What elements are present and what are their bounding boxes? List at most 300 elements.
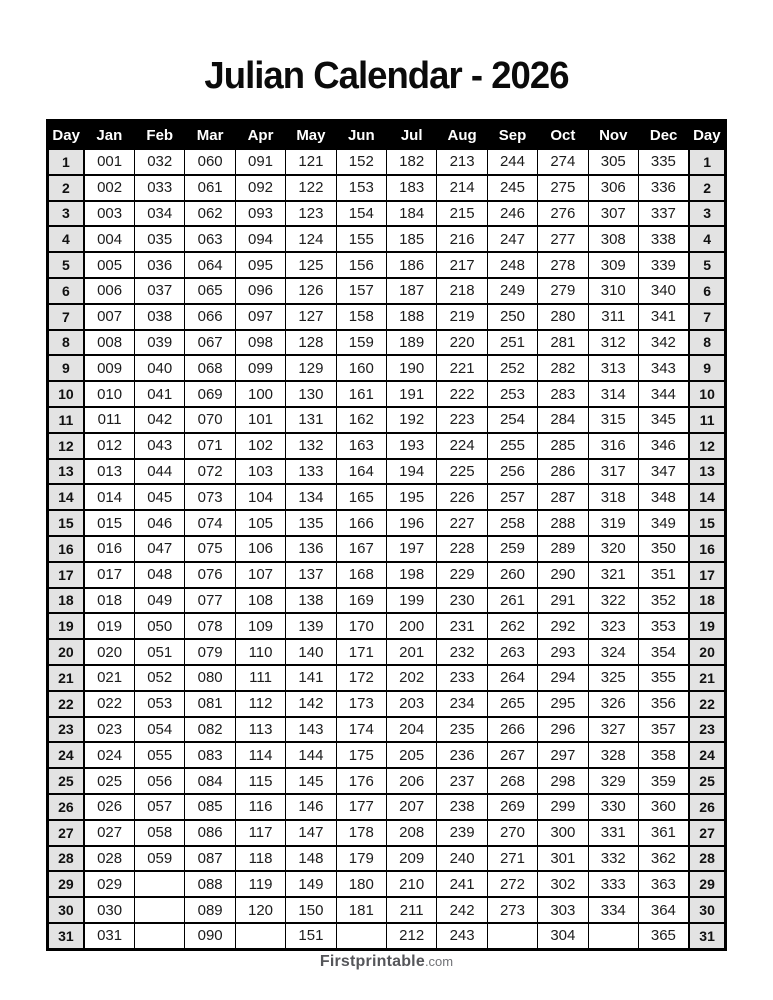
julian-day-cell: 035: [135, 226, 185, 252]
julian-day-cell: 325: [588, 665, 638, 691]
julian-day-cell: 184: [387, 201, 437, 227]
month-column-header: Oct: [538, 121, 588, 150]
julian-day-cell: 018: [84, 588, 134, 614]
julian-day-cell: 026: [84, 794, 134, 820]
julian-day-cell: 219: [437, 304, 487, 330]
table-row: [47, 742, 726, 768]
julian-day-cell: 354: [638, 639, 688, 665]
day-number-cell: 29: [47, 871, 84, 897]
julian-day-cell: 187: [387, 278, 437, 304]
julian-day-cell: 362: [638, 846, 688, 872]
month-column-header: Jun: [336, 121, 386, 150]
julian-day-cell: 088: [185, 871, 235, 897]
julian-day-cell: 068: [185, 355, 235, 381]
julian-day-cell: 160: [336, 355, 386, 381]
julian-day-cell: 089: [185, 897, 235, 923]
julian-day-cell: 050: [135, 613, 185, 639]
julian-day-cell: 075: [185, 536, 235, 562]
julian-day-cell: 322: [588, 588, 638, 614]
julian-day-cell: 030: [84, 897, 134, 923]
day-number-cell: 19: [689, 613, 726, 639]
julian-day-cell: 268: [487, 768, 537, 794]
day-number-cell: 20: [689, 639, 726, 665]
julian-day-cell: 007: [84, 304, 134, 330]
julian-day-cell: 338: [638, 226, 688, 252]
julian-day-cell: 307: [588, 201, 638, 227]
day-number-cell: 2: [47, 175, 84, 201]
day-number-cell: 12: [689, 433, 726, 459]
day-number-cell: 19: [47, 613, 84, 639]
julian-day-cell: 008: [84, 330, 134, 356]
julian-day-cell: 247: [487, 226, 537, 252]
julian-day-cell: 077: [185, 588, 235, 614]
julian-day-cell: 155: [336, 226, 386, 252]
day-number-cell: 13: [689, 459, 726, 485]
julian-day-cell: 182: [387, 149, 437, 175]
julian-day-cell: 353: [638, 613, 688, 639]
julian-day-cell: 108: [235, 588, 285, 614]
day-number-cell: 25: [47, 768, 84, 794]
julian-day-cell: 299: [538, 794, 588, 820]
empty-cell: [235, 923, 285, 949]
day-column-header: Day: [47, 121, 84, 150]
julian-day-cell: 279: [538, 278, 588, 304]
julian-day-cell: 180: [336, 871, 386, 897]
julian-day-cell: 023: [84, 717, 134, 743]
julian-day-cell: 103: [235, 459, 285, 485]
julian-day-cell: 120: [235, 897, 285, 923]
julian-day-cell: 053: [135, 691, 185, 717]
month-column-header: Feb: [135, 121, 185, 150]
julian-day-cell: 333: [588, 871, 638, 897]
julian-day-cell: 242: [437, 897, 487, 923]
julian-day-cell: 318: [588, 484, 638, 510]
julian-day-cell: 324: [588, 639, 638, 665]
month-column-header: Jan: [84, 121, 134, 150]
julian-day-cell: 185: [387, 226, 437, 252]
julian-day-cell: 127: [286, 304, 336, 330]
julian-day-cell: 087: [185, 846, 235, 872]
day-number-cell: 28: [689, 846, 726, 872]
julian-day-cell: 232: [437, 639, 487, 665]
julian-day-cell: 076: [185, 562, 235, 588]
table-row: [47, 407, 726, 433]
day-number-cell: 5: [689, 252, 726, 278]
julian-day-cell: 327: [588, 717, 638, 743]
day-number-cell: 22: [689, 691, 726, 717]
day-number-cell: 18: [689, 588, 726, 614]
julian-day-cell: 343: [638, 355, 688, 381]
julian-day-cell: 240: [437, 846, 487, 872]
footer: [0, 953, 773, 971]
day-number-cell: 1: [689, 149, 726, 175]
day-number-cell: 10: [47, 381, 84, 407]
day-number-cell: 2: [689, 175, 726, 201]
table-row: [47, 278, 726, 304]
julian-day-cell: 329: [588, 768, 638, 794]
julian-day-cell: 020: [84, 639, 134, 665]
day-number-cell: 3: [47, 201, 84, 227]
julian-day-cell: 157: [336, 278, 386, 304]
julian-day-cell: 115: [235, 768, 285, 794]
julian-day-cell: 236: [437, 742, 487, 768]
julian-day-cell: 074: [185, 510, 235, 536]
julian-day-cell: 263: [487, 639, 537, 665]
julian-day-cell: 355: [638, 665, 688, 691]
julian-day-cell: 198: [387, 562, 437, 588]
julian-day-cell: 315: [588, 407, 638, 433]
header-row: [47, 121, 726, 150]
julian-day-cell: 297: [538, 742, 588, 768]
day-number-cell: 26: [47, 794, 84, 820]
julian-day-cell: 320: [588, 536, 638, 562]
julian-day-cell: 215: [437, 201, 487, 227]
julian-day-cell: 004: [84, 226, 134, 252]
julian-day-cell: 061: [185, 175, 235, 201]
julian-day-cell: 168: [336, 562, 386, 588]
julian-day-cell: 073: [185, 484, 235, 510]
julian-day-cell: 335: [638, 149, 688, 175]
footer-suffix-text: .com: [424, 954, 454, 969]
julian-day-cell: 239: [437, 820, 487, 846]
julian-day-cell: 207: [387, 794, 437, 820]
julian-day-cell: 047: [135, 536, 185, 562]
julian-day-cell: 080: [185, 665, 235, 691]
julian-day-cell: 199: [387, 588, 437, 614]
julian-day-cell: 308: [588, 226, 638, 252]
julian-day-cell: 262: [487, 613, 537, 639]
julian-day-cell: 278: [538, 252, 588, 278]
julian-day-cell: 255: [487, 433, 537, 459]
julian-day-cell: 125: [286, 252, 336, 278]
julian-calendar-table: [46, 119, 728, 951]
julian-day-cell: 072: [185, 459, 235, 485]
julian-day-cell: 095: [235, 252, 285, 278]
julian-day-cell: 336: [638, 175, 688, 201]
julian-day-cell: 028: [84, 846, 134, 872]
julian-day-cell: 144: [286, 742, 336, 768]
day-number-cell: 29: [689, 871, 726, 897]
julian-day-cell: 321: [588, 562, 638, 588]
julian-day-cell: 133: [286, 459, 336, 485]
table-row: [47, 175, 726, 201]
julian-day-cell: 158: [336, 304, 386, 330]
julian-day-cell: 130: [286, 381, 336, 407]
table-row: [47, 510, 726, 536]
julian-day-cell: 032: [135, 149, 185, 175]
julian-day-cell: 162: [336, 407, 386, 433]
julian-day-cell: 342: [638, 330, 688, 356]
julian-day-cell: 163: [336, 433, 386, 459]
julian-day-cell: 340: [638, 278, 688, 304]
julian-day-cell: 040: [135, 355, 185, 381]
julian-day-cell: 238: [437, 794, 487, 820]
julian-day-cell: 274: [538, 149, 588, 175]
day-number-cell: 27: [47, 820, 84, 846]
julian-day-cell: 014: [84, 484, 134, 510]
day-number-cell: 21: [47, 665, 84, 691]
day-number-cell: 14: [689, 484, 726, 510]
julian-day-cell: 140: [286, 639, 336, 665]
julian-day-cell: 059: [135, 846, 185, 872]
julian-day-cell: 169: [336, 588, 386, 614]
julian-day-cell: 066: [185, 304, 235, 330]
julian-day-cell: 319: [588, 510, 638, 536]
day-number-cell: 23: [47, 717, 84, 743]
julian-day-cell: 150: [286, 897, 336, 923]
julian-day-cell: 280: [538, 304, 588, 330]
julian-day-cell: 161: [336, 381, 386, 407]
empty-cell: [135, 923, 185, 949]
table-row: [47, 588, 726, 614]
page-title: Julian Calendar - 2026: [204, 55, 569, 97]
julian-day-cell: 128: [286, 330, 336, 356]
day-number-cell: 11: [47, 407, 84, 433]
julian-day-cell: 156: [336, 252, 386, 278]
day-number-cell: 22: [47, 691, 84, 717]
julian-day-cell: 201: [387, 639, 437, 665]
month-column-header: May: [286, 121, 336, 150]
table-body: [47, 149, 726, 949]
julian-day-cell: 356: [638, 691, 688, 717]
julian-day-cell: 152: [336, 149, 386, 175]
julian-day-cell: 104: [235, 484, 285, 510]
julian-day-cell: 285: [538, 433, 588, 459]
julian-day-cell: 302: [538, 871, 588, 897]
julian-day-cell: 110: [235, 639, 285, 665]
julian-day-cell: 159: [336, 330, 386, 356]
julian-day-cell: 002: [84, 175, 134, 201]
julian-day-cell: 107: [235, 562, 285, 588]
julian-day-cell: 290: [538, 562, 588, 588]
julian-day-cell: 303: [538, 897, 588, 923]
day-number-cell: 27: [689, 820, 726, 846]
julian-day-cell: 243: [437, 923, 487, 949]
julian-day-cell: 286: [538, 459, 588, 485]
julian-day-cell: 350: [638, 536, 688, 562]
julian-day-cell: 012: [84, 433, 134, 459]
julian-day-cell: 249: [487, 278, 537, 304]
julian-day-cell: 282: [538, 355, 588, 381]
julian-day-cell: 097: [235, 304, 285, 330]
julian-day-cell: 044: [135, 459, 185, 485]
julian-day-cell: 060: [185, 149, 235, 175]
julian-day-cell: 192: [387, 407, 437, 433]
empty-cell: [135, 897, 185, 923]
julian-day-cell: 316: [588, 433, 638, 459]
julian-day-cell: 027: [84, 820, 134, 846]
day-number-cell: 15: [689, 510, 726, 536]
julian-day-cell: 233: [437, 665, 487, 691]
julian-day-cell: 105: [235, 510, 285, 536]
day-column-header: Day: [689, 121, 726, 150]
julian-day-cell: 145: [286, 768, 336, 794]
julian-day-cell: 003: [84, 201, 134, 227]
julian-day-cell: 148: [286, 846, 336, 872]
day-number-cell: 10: [689, 381, 726, 407]
julian-day-cell: 337: [638, 201, 688, 227]
empty-cell: [135, 871, 185, 897]
day-number-cell: 9: [689, 355, 726, 381]
day-number-cell: 31: [47, 923, 84, 949]
julian-day-cell: 111: [235, 665, 285, 691]
julian-day-cell: 360: [638, 794, 688, 820]
month-column-header: Aug: [437, 121, 487, 150]
julian-day-cell: 009: [84, 355, 134, 381]
julian-day-cell: 228: [437, 536, 487, 562]
julian-day-cell: 177: [336, 794, 386, 820]
julian-day-cell: 256: [487, 459, 537, 485]
julian-day-cell: 083: [185, 742, 235, 768]
julian-day-cell: 173: [336, 691, 386, 717]
day-number-cell: 30: [689, 897, 726, 923]
julian-day-cell: 237: [437, 768, 487, 794]
julian-day-cell: 099: [235, 355, 285, 381]
julian-day-cell: 334: [588, 897, 638, 923]
day-number-cell: 23: [689, 717, 726, 743]
julian-day-cell: 349: [638, 510, 688, 536]
day-number-cell: 6: [689, 278, 726, 304]
table-row: [47, 691, 726, 717]
julian-day-cell: 017: [84, 562, 134, 588]
julian-day-cell: 235: [437, 717, 487, 743]
julian-day-cell: 175: [336, 742, 386, 768]
julian-day-cell: 295: [538, 691, 588, 717]
table-row: [47, 639, 726, 665]
julian-day-cell: 202: [387, 665, 437, 691]
julian-day-cell: 094: [235, 226, 285, 252]
julian-day-cell: 364: [638, 897, 688, 923]
julian-day-cell: 346: [638, 433, 688, 459]
day-number-cell: 5: [47, 252, 84, 278]
table-row: [47, 923, 726, 949]
day-number-cell: 18: [47, 588, 84, 614]
julian-day-cell: 137: [286, 562, 336, 588]
julian-day-cell: 062: [185, 201, 235, 227]
julian-day-cell: 042: [135, 407, 185, 433]
julian-day-cell: 358: [638, 742, 688, 768]
julian-day-cell: 218: [437, 278, 487, 304]
julian-day-cell: 064: [185, 252, 235, 278]
table-row: [47, 768, 726, 794]
julian-day-cell: 084: [185, 768, 235, 794]
julian-day-cell: 220: [437, 330, 487, 356]
julian-day-cell: 038: [135, 304, 185, 330]
julian-day-cell: 146: [286, 794, 336, 820]
julian-day-cell: 106: [235, 536, 285, 562]
julian-day-cell: 118: [235, 846, 285, 872]
julian-day-cell: 306: [588, 175, 638, 201]
day-number-cell: 15: [47, 510, 84, 536]
julian-day-cell: 091: [235, 149, 285, 175]
month-column-header: Mar: [185, 121, 235, 150]
julian-day-cell: 166: [336, 510, 386, 536]
julian-day-cell: 142: [286, 691, 336, 717]
julian-day-cell: 277: [538, 226, 588, 252]
julian-day-cell: 275: [538, 175, 588, 201]
julian-day-cell: 138: [286, 588, 336, 614]
julian-day-cell: 264: [487, 665, 537, 691]
julian-day-cell: 036: [135, 252, 185, 278]
table-row: [47, 459, 726, 485]
julian-day-cell: 223: [437, 407, 487, 433]
table-row: [47, 149, 726, 175]
julian-day-cell: 298: [538, 768, 588, 794]
julian-day-cell: 305: [588, 149, 638, 175]
day-number-cell: 21: [689, 665, 726, 691]
table-row: [47, 846, 726, 872]
julian-day-cell: 041: [135, 381, 185, 407]
day-number-cell: 7: [47, 304, 84, 330]
day-number-cell: 3: [689, 201, 726, 227]
julian-day-cell: 011: [84, 407, 134, 433]
julian-day-cell: 214: [437, 175, 487, 201]
julian-day-cell: 024: [84, 742, 134, 768]
julian-day-cell: 211: [387, 897, 437, 923]
julian-day-cell: 246: [487, 201, 537, 227]
julian-day-cell: 310: [588, 278, 638, 304]
day-number-cell: 1: [47, 149, 84, 175]
julian-day-cell: 323: [588, 613, 638, 639]
julian-day-cell: 257: [487, 484, 537, 510]
julian-day-cell: 078: [185, 613, 235, 639]
julian-day-cell: 194: [387, 459, 437, 485]
day-number-cell: 20: [47, 639, 84, 665]
julian-day-cell: 221: [437, 355, 487, 381]
month-column-header: Sep: [487, 121, 537, 150]
julian-day-cell: 098: [235, 330, 285, 356]
julian-day-cell: 205: [387, 742, 437, 768]
month-column-header: Dec: [638, 121, 688, 150]
table-row: [47, 484, 726, 510]
julian-day-cell: 178: [336, 820, 386, 846]
julian-day-cell: 210: [387, 871, 437, 897]
julian-day-cell: 046: [135, 510, 185, 536]
julian-day-cell: 311: [588, 304, 638, 330]
julian-day-cell: 317: [588, 459, 638, 485]
month-column-header: Jul: [387, 121, 437, 150]
julian-day-cell: 021: [84, 665, 134, 691]
day-number-cell: 31: [689, 923, 726, 949]
table-row: [47, 665, 726, 691]
julian-day-cell: 081: [185, 691, 235, 717]
day-number-cell: 4: [689, 226, 726, 252]
julian-day-cell: 013: [84, 459, 134, 485]
julian-day-cell: 019: [84, 613, 134, 639]
julian-day-cell: 294: [538, 665, 588, 691]
month-column-header: Apr: [235, 121, 285, 150]
table-row: [47, 794, 726, 820]
julian-day-cell: 252: [487, 355, 537, 381]
empty-cell: [487, 923, 537, 949]
table-row: [47, 226, 726, 252]
julian-day-cell: 271: [487, 846, 537, 872]
julian-day-cell: 079: [185, 639, 235, 665]
julian-day-cell: 065: [185, 278, 235, 304]
table-row: [47, 381, 726, 407]
day-number-cell: 14: [47, 484, 84, 510]
julian-day-cell: 254: [487, 407, 537, 433]
julian-day-cell: 209: [387, 846, 437, 872]
julian-day-cell: 244: [487, 149, 537, 175]
julian-day-cell: 272: [487, 871, 537, 897]
table-row: [47, 355, 726, 381]
julian-day-cell: 010: [84, 381, 134, 407]
julian-day-cell: 250: [487, 304, 537, 330]
julian-day-cell: 196: [387, 510, 437, 536]
julian-day-cell: 136: [286, 536, 336, 562]
julian-day-cell: 141: [286, 665, 336, 691]
